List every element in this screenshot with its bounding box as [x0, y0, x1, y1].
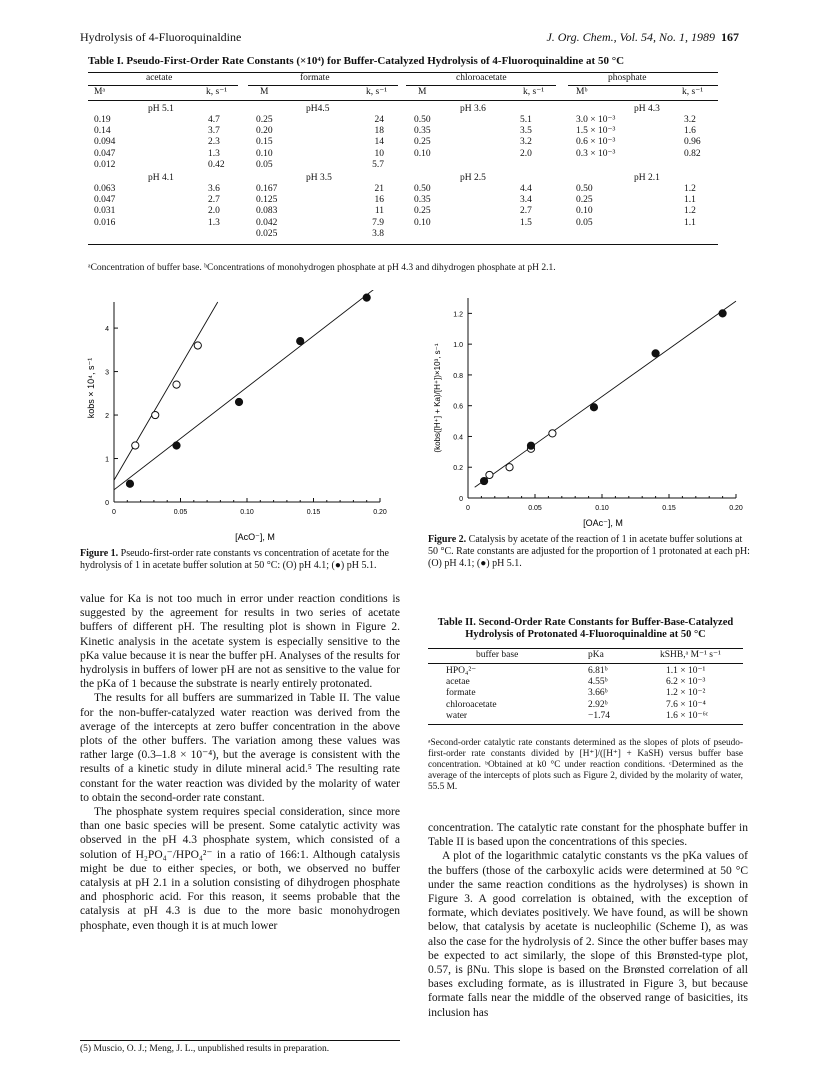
- table-cell: 0.042: [256, 217, 278, 228]
- x-axis-label: [AcO⁻], M: [235, 532, 275, 542]
- table-cell: 5.1: [520, 115, 532, 125]
- group-formate: formate: [300, 73, 330, 83]
- right-column-text: [428, 821, 748, 1020]
- table-cell: 0.50: [414, 115, 431, 125]
- chloro-k-col: [520, 115, 532, 160]
- figure1-caption-text: Pseudo-first-order rate constants vs concentration of acetate for the hydrolysis of 1 in acetate buffer solution at 50 °C: (O) pH 4.1; (●) pH 5.1.: [80, 548, 389, 571]
- y-tick-label: 3: [105, 369, 109, 377]
- table-cell: 0.42: [208, 159, 225, 170]
- ph-label: pH 3.6: [460, 104, 486, 114]
- running-head: Hydrolysis of 4-Fluoroquinaldine: [80, 30, 242, 44]
- table-cell: 0.35: [414, 126, 431, 137]
- table-cell: 1.3: [208, 217, 220, 228]
- table-cell: 3.7: [208, 126, 220, 137]
- table-cell: 0.047: [94, 148, 116, 159]
- table-cell: 0.05: [256, 159, 273, 170]
- acetate-conc-col: [94, 115, 115, 171]
- table-cell: 6.2 × 10⁻³: [666, 677, 706, 688]
- table-cell: water: [446, 710, 468, 721]
- x-tick-label: 0.10: [240, 509, 254, 516]
- table-cell: 1.2 × 10⁻²: [666, 688, 706, 699]
- acetate-conc-col: [94, 184, 115, 229]
- acetate-k-col: [208, 184, 220, 229]
- y-tick-label: 0.6: [453, 403, 463, 411]
- table-cell: 1.6: [684, 126, 696, 137]
- table-cell: 1.5: [520, 217, 532, 228]
- x-tick-label: 0.15: [306, 509, 321, 516]
- table-cell: 2.92ᵇ: [588, 699, 608, 710]
- fit-line: [475, 301, 736, 487]
- table-cell: 1.1 × 10⁻¹: [666, 666, 706, 676]
- data-point-filled: [590, 404, 597, 411]
- ph-label: pH 5.1: [148, 104, 174, 114]
- paragraph: The results for all buffers are summarized in Table II. The value for the non-buffer-catalyzed water reaction was derived from the average of the intercepts at zero buffer concentration in the above plots of the other buffers. The variation among these values was rather large (0.3–1.8 × 10⁻⁴), but the average is consistent with the results of a kinetic study in dilute mineral acid.⁵ The resulting rate constant for the water reaction was divided by the molarity of water to obtain the second-order rate constant.: [80, 692, 400, 804]
- table-cell: 3.8: [372, 228, 384, 239]
- table-cell: 0.25: [414, 206, 431, 217]
- table-cell: 0.10: [256, 148, 273, 159]
- table-cell: 7.6 × 10⁻⁴: [666, 699, 706, 710]
- col-head: Mᵃ: [94, 87, 106, 97]
- table-cell: 0.025: [256, 228, 278, 239]
- table-cell: 0.05: [576, 217, 593, 228]
- data-point-filled: [235, 398, 242, 405]
- y-tick-label: 1.0: [453, 342, 463, 350]
- data-point-open: [173, 381, 180, 388]
- table-cell: 2.7: [520, 206, 532, 217]
- phosphate-k-col: [684, 115, 701, 160]
- table1-footnote: ᵃConcentration of buffer base. ᵇConcentrations of monohydrogen phosphate at pH 4.3 and dihydrogen phosphate at pH 2.1.: [88, 263, 556, 273]
- formate-k-col: [366, 115, 384, 171]
- ph-label: pH4.5: [306, 104, 330, 114]
- figure1-plot: [80, 290, 400, 550]
- table-cell: 24: [374, 115, 384, 125]
- figure2: [428, 290, 748, 535]
- ph-label: pH 4.3: [634, 104, 660, 114]
- table-cell: 0.125: [256, 195, 278, 206]
- x-tick-label: 0.10: [595, 505, 609, 512]
- data-point-open: [132, 442, 139, 449]
- figure1: [80, 290, 400, 550]
- table-cell: 0.82: [684, 148, 701, 159]
- table-cell: 0.094: [94, 137, 116, 148]
- ph-label: pH 3.5: [306, 173, 332, 183]
- group-chloroacetate: chloroacetate: [456, 73, 507, 83]
- table-cell: 0.10: [414, 217, 431, 228]
- x-tick-label: 0.20: [373, 509, 387, 516]
- data-point-open: [506, 464, 513, 471]
- y-tick-label: 0.2: [453, 465, 463, 473]
- table-cell: 1.1: [684, 195, 696, 206]
- table1-title: Table I. Pseudo-First-Order Rate Constants (×10⁴) for Buffer-Catalyzed Hydrolysis of 4-Fluoroquinaldine at 50 °C: [88, 55, 625, 67]
- formate-k-col: [366, 184, 384, 240]
- table-cell: 0.20: [256, 126, 273, 137]
- col-head: k, s⁻¹: [523, 87, 545, 97]
- data-point-filled: [126, 480, 133, 487]
- col-head: k, s⁻¹: [682, 87, 704, 97]
- y-tick-label: 4: [105, 326, 109, 334]
- y-tick-label: 1: [105, 456, 109, 464]
- table-cell: 3.5: [520, 126, 532, 137]
- table-cell: chloroacetate: [446, 699, 497, 710]
- x-tick-label: 0: [112, 509, 116, 516]
- table-cell: 0.083: [256, 206, 278, 217]
- table-cell: 3.66ᵇ: [588, 688, 608, 699]
- table-cell: 11: [374, 206, 384, 217]
- kshb-col: [666, 666, 708, 722]
- col-head: Mᵇ: [576, 87, 588, 97]
- data-point-filled: [527, 442, 534, 449]
- table2-title: Table II. Second-Order Rate Constants for Buffer-Base-Catalyzed Hydrolysis of Protonated 4-Fluoroquinaldine at 50 °C: [437, 617, 734, 640]
- table-cell: 0.016: [94, 217, 116, 228]
- figure2-caption-text: Catalysis by acetate of the reaction of 1 in acetate buffer solutions at 50 °C. Rate constants are adjusted for the proportion of 1 protonated at each pH: (O) pH 4.1; (●) pH 5.1.: [428, 534, 750, 569]
- table-cell: 2.3: [208, 137, 220, 148]
- col-head: kSHB,ᵃ M⁻¹ s⁻¹: [660, 650, 721, 660]
- table-cell: 0.167: [256, 184, 278, 194]
- data-point-filled: [173, 442, 180, 449]
- col-head: pKa: [588, 650, 604, 660]
- page-number: 167: [721, 30, 739, 44]
- table-cell: 1.2: [684, 184, 696, 194]
- buffer-base-col: [446, 666, 497, 722]
- table-cell: 0.25: [414, 137, 431, 148]
- fit-line: [114, 290, 380, 490]
- table-cell: 0.50: [414, 184, 431, 194]
- col-head: M: [418, 87, 427, 97]
- table-cell: 21: [374, 184, 384, 194]
- y-tick-label: 0: [459, 496, 463, 503]
- table-cell: 0.35: [414, 195, 431, 206]
- data-point-open: [486, 471, 493, 478]
- table-cell: 1.2: [684, 206, 696, 217]
- x-tick-label: 0: [466, 505, 470, 512]
- table-cell: 0.50: [576, 184, 593, 194]
- y-axis-label: (kobs([H⁺] + Ka)/[H⁺])×10³, s⁻¹: [433, 343, 442, 453]
- data-point-filled: [719, 310, 726, 317]
- figure1-caption: [80, 548, 402, 572]
- table-cell: 16: [374, 195, 384, 206]
- paragraph: concentration. The catalytic rate constant for the phosphate buffer in Table II is based upon the concentrations of this species.: [428, 822, 748, 849]
- table-cell: 3.2: [684, 115, 696, 125]
- y-tick-label: 2: [105, 413, 109, 421]
- table-cell: 0.96: [684, 137, 701, 148]
- figure2-caption-label: Figure 2.: [428, 534, 467, 545]
- phosphate-conc-col: [576, 184, 593, 229]
- table-cell: 4.55ᵇ: [588, 677, 608, 688]
- left-column-text: [80, 592, 400, 933]
- paragraph: A plot of the logarithmic catalytic constants vs the pKa values of the buffers (those of the carboxylic acids were determined at 50 °C under the same reaction conditions as the hydrolyses) is shown in Figure 3. A good correlation is obtained, with the exception of formate, which deviates positively. We have found, as will be shown below, that catalysis by acetate is nucleophilic (Scheme I), as was also the case for the hydrolysis of 2. Since the other buffer bases may be expected to act similarly, the slope of this Brønsted-type plot, 0.57, is βNu. This slope is based on the Brønsted correlation of all bases excluding formate, as is illustrated in Figure 3, but because formate falls near the middle of the observed range of basicities, its inclusion has: [428, 850, 748, 1019]
- chloro-k-col: [520, 184, 532, 229]
- table-cell: 0.031: [94, 206, 116, 217]
- figure2-plot: [428, 290, 748, 535]
- table-cell: 1.3: [208, 148, 220, 159]
- table-cell: 3.6: [208, 184, 220, 194]
- chloro-conc-col: [414, 184, 431, 229]
- table-cell: 4.4: [520, 184, 532, 194]
- table-cell: 0.25: [256, 115, 273, 125]
- journal-name: J. Org. Chem., Vol. 54, No. 1, 1989: [546, 30, 715, 44]
- y-axis-label: kobs × 10⁴, s⁻¹: [86, 357, 96, 419]
- table-cell: 2.7: [208, 195, 220, 206]
- table-cell: 0.19: [94, 115, 111, 125]
- group-acetate: acetate: [146, 73, 173, 83]
- table-cell: 6.81ᵇ: [588, 666, 608, 676]
- table-cell: acetae: [446, 677, 470, 688]
- table-cell: 18: [374, 126, 384, 137]
- table-cell: 1.5 × 10⁻³: [576, 126, 616, 137]
- table-cell: 0.14: [94, 126, 111, 137]
- table-cell: 4.7: [208, 115, 220, 125]
- table-cell: 3.0 × 10⁻³: [576, 115, 616, 125]
- table-cell: 0.10: [576, 206, 593, 217]
- table-cell: 3.2: [520, 137, 532, 148]
- ph-label: pH 2.1: [634, 173, 660, 183]
- footnote-5: (5) Muscio, O. J.; Meng, J. L., unpublished results in preparation.: [80, 1040, 400, 1054]
- table-cell: 7.9: [372, 217, 384, 228]
- table-cell: 0.10: [414, 148, 431, 159]
- x-tick-label: 0.20: [729, 505, 743, 512]
- col-head: k, s⁻¹: [206, 87, 228, 97]
- paragraph: The phosphate system requires special consideration, since more than one basic species will be present. Some catalytic activity was observed in the pH 4.3 phosphate system, which consisted of a solution of H₂PO₄⁻/HPO₄²⁻ in a ratio of 166:1. Although catalysis might be due to either species, or both, we observed no buffer catalysis at pH 2.1 in a solution consisting of dihydrogen phosphate and phosphoric acid. For this reason, it seems probable that the catalysis at pH 4.3 is due to the more basic monohydrogen phosphate, even though it is at much lower: [80, 806, 400, 932]
- x-tick-label: 0.15: [662, 505, 676, 512]
- figure1-caption-label: Figure 1.: [80, 548, 119, 559]
- figure2-caption: [428, 534, 750, 570]
- group-phosphate: phosphate: [608, 73, 647, 83]
- col-head: M: [260, 87, 269, 97]
- x-tick-label: 0.05: [528, 505, 542, 512]
- table-cell: 0.3 × 10⁻³: [576, 148, 616, 159]
- ph-label: pH 2.5: [460, 173, 486, 183]
- table2-footnote: ᵃSecond-order catalytic rate constants determined as the slopes of plots of pseudo-first-order rate constants divided by [H⁺]/([H⁺] + KaSH) versus buffer base concentration. ᵇObtained at k0 °C under reaction conditions. ᶜDetermined as the average of the intercepts of plots such as Figure 2, divided by the molarity of water, 55.5 M.: [428, 738, 743, 792]
- table-cell: 3.4: [520, 195, 532, 206]
- col-head: buffer base: [476, 650, 519, 660]
- pka-col: [588, 666, 610, 722]
- data-point-filled: [652, 350, 659, 357]
- journal-citation: [546, 30, 739, 45]
- chloro-conc-col: [414, 115, 431, 160]
- phosphate-k-col: [684, 184, 696, 229]
- data-point-filled: [363, 294, 370, 301]
- table-cell: 1.6 × 10⁻⁶ᶜ: [666, 710, 709, 721]
- table-cell: 0.012: [94, 159, 116, 170]
- acetate-k-col: [208, 115, 225, 171]
- table-cell: 1.1: [684, 217, 696, 228]
- paragraph: value for Ka is not too much in error under reaction conditions is suggested by the agreement for results in two series of acetate buffers of different pH. The resulting plot is shown in Figure 2. Kinetic analysis in the acetate system is especially sensitive to the pKa value because it is near the buffer pH. Analyses of the results for hydrolysis in buffers of lower pH are not as sensitive to the value for the pKa of 1 because the substrate is nearly entirely protonated.: [80, 593, 400, 691]
- formate-conc-col: [256, 115, 273, 171]
- y-tick-label: 0.8: [453, 372, 463, 380]
- table-cell: 0.6 × 10⁻³: [576, 137, 616, 148]
- table-cell: 10: [374, 148, 384, 159]
- table-cell: 0.047: [94, 195, 116, 206]
- formate-conc-col: [256, 184, 277, 240]
- ph-label: pH 4.1: [148, 173, 174, 183]
- table-cell: 2.0: [520, 148, 532, 159]
- table-cell: formate: [446, 688, 476, 699]
- table-cell: 0.063: [94, 184, 116, 194]
- fit-line: [114, 302, 218, 480]
- col-head: k, s⁻¹: [366, 87, 388, 97]
- data-point-open: [194, 342, 201, 349]
- table-cell: 0.25: [576, 195, 593, 206]
- table-cell: 14: [374, 137, 384, 148]
- table-cell: HPO₄²⁻: [446, 666, 477, 676]
- table-cell: 0.15: [256, 137, 273, 148]
- y-tick-label: 0.4: [453, 434, 463, 442]
- data-point-filled: [297, 338, 304, 345]
- data-point-filled: [480, 477, 487, 484]
- x-axis-label: [OAc⁻], M: [583, 518, 623, 528]
- table-cell: 5.7: [372, 159, 384, 170]
- table-cell: 2.0: [208, 206, 220, 217]
- y-tick-label: 1.2: [453, 311, 463, 319]
- data-point-open: [152, 411, 159, 418]
- phosphate-conc-col: [576, 115, 615, 160]
- y-tick-label: 0: [105, 500, 109, 507]
- table-cell: −1.74: [588, 710, 610, 721]
- x-tick-label: 0.05: [173, 509, 188, 516]
- data-point-open: [549, 430, 556, 437]
